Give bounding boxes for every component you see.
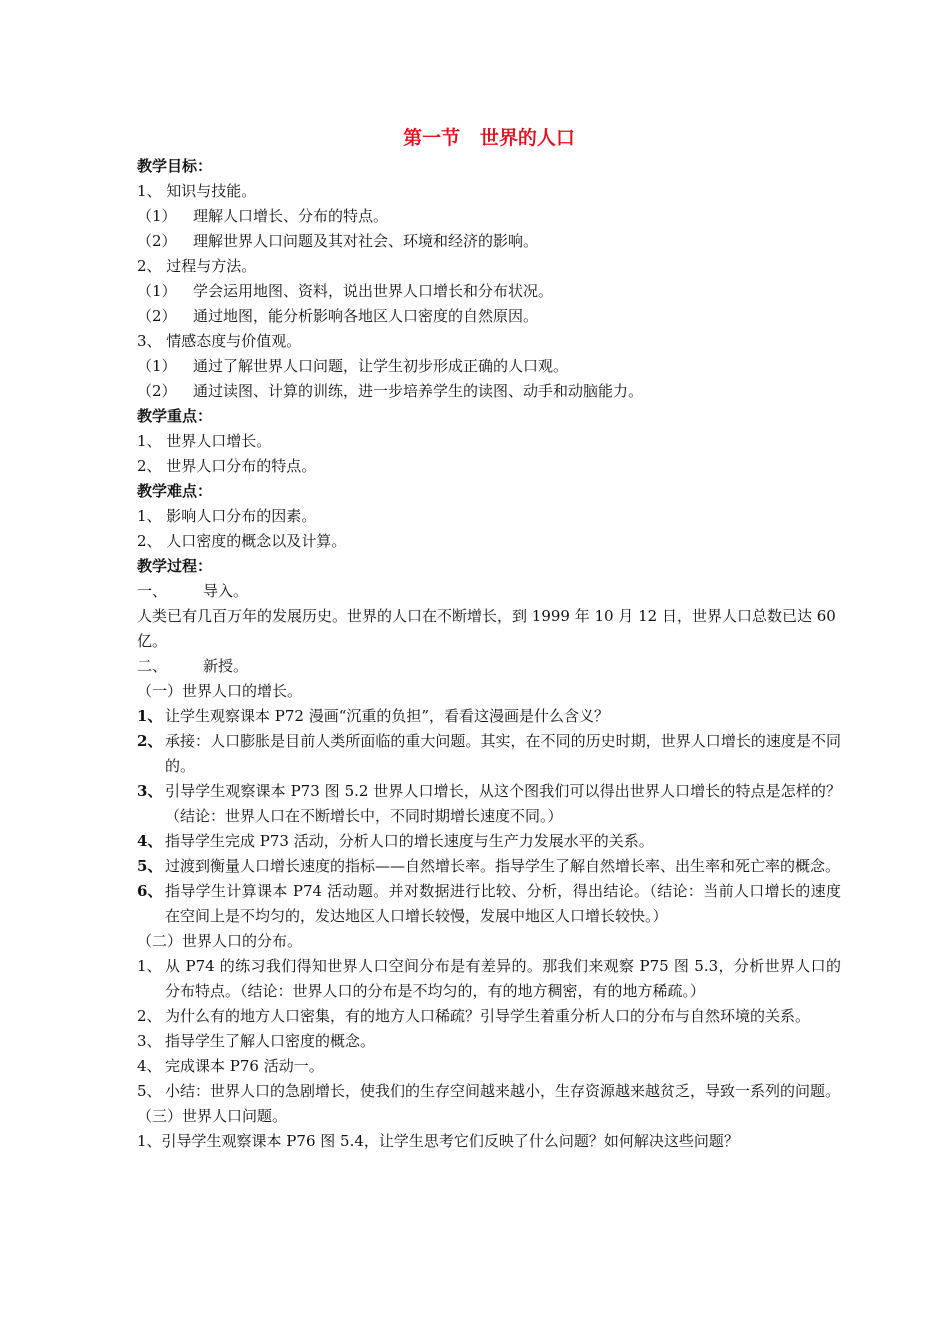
- list-item-number: 5、: [137, 857, 163, 875]
- objective-process-1: [137, 279, 841, 304]
- sub-text: 通过读图、计算的训练，进一步培养学生的读图、动手和动脑能力。: [193, 382, 644, 400]
- sub-text: 通过了解世界人口问题，让学生初步形成正确的人口观。: [193, 357, 569, 375]
- list-item-number: 2、: [137, 732, 163, 750]
- list-item-text: 为什么有的地方人口密集，有的地方人口稀疏？引导学生着重分析人口的分布与自然环境的关系。: [165, 1007, 811, 1025]
- objective-attitude-2: [137, 379, 841, 404]
- list-item: [137, 854, 841, 879]
- list-item-number: 6、: [137, 882, 163, 900]
- sub-number: （2）: [137, 382, 177, 400]
- key-point-1: 1、 世界人口增长。: [137, 432, 272, 450]
- list-item-number: 3、: [137, 782, 163, 800]
- sub-text: 学会运用地图、资料，说出世界人口增长和分布状况。: [193, 282, 554, 300]
- list-item: [137, 1004, 841, 1029]
- list-item-text: 指导学生计算课本 P74 活动题。并对数据进行比较、分析，得出结论。（结论：当前人口增长的速度在空间上是不均匀的，发达地区人口增长较慢，发展中地区人口增长较快。）: [165, 882, 841, 925]
- difficult-points-heading: 教学难点：: [137, 482, 213, 500]
- section-number: 二、: [137, 657, 168, 675]
- list-item-number: 4、: [137, 832, 163, 850]
- list-item: [137, 1054, 841, 1079]
- sub-number: （1）: [137, 282, 177, 300]
- sub-number: （1）: [137, 357, 177, 375]
- list-item: [137, 704, 841, 729]
- part-3-heading: （三）世界人口问题。: [137, 1107, 288, 1125]
- difficult-point-2: 2、 人口密度的概念以及计算。: [137, 532, 347, 550]
- part-2-list: [137, 954, 841, 1104]
- list-item-number: 1、: [137, 957, 162, 975]
- process-heading: 教学过程：: [137, 557, 213, 575]
- document-body: [137, 124, 841, 1154]
- section-intro: [137, 579, 841, 604]
- list-item: [137, 779, 841, 829]
- list-item-text: 完成课本 P76 活动一。: [165, 1057, 324, 1075]
- section-number: 一、: [137, 582, 168, 600]
- part-1-heading: （一）世界人口的增长。: [137, 682, 303, 700]
- objective-attitude: 3、 情感态度与价值观。: [137, 332, 302, 350]
- list-item-text: 小结：世界人口的急剧增长，使我们的生存空间越来越小，生存资源越来越贫乏，导致一系列的问题。: [165, 1082, 841, 1100]
- sub-number: （1）: [137, 207, 177, 225]
- list-item-text: 指导学生了解人口密度的概念。: [165, 1032, 376, 1050]
- list-item: [137, 1079, 841, 1104]
- sub-number: （2）: [137, 307, 177, 325]
- list-item-number: 5、: [137, 1082, 162, 1100]
- objective-process: 2、 过程与方法。: [137, 257, 257, 275]
- list-item-number: 1、: [137, 707, 163, 725]
- list-item-text: 从 P74 的练习我们得知世界人口空间分布是有差异的。那我们来观察 P75 图 5.3，分析世界人口的分布特点。（结论：世界人口的分布是不均匀的，有的地方稠密，有的地方稀疏。）: [165, 957, 841, 1000]
- objective-process-2: [137, 304, 841, 329]
- part-3-item-1: 1、引导学生观察课本 P76 图 5.4，让学生思考它们反映了什么问题？如何解决这些问题？: [137, 1132, 739, 1150]
- key-point-2: 2、 世界人口分布的特点。: [137, 457, 317, 475]
- list-item-number: 4、: [137, 1057, 162, 1075]
- intro-paragraph: 人类已有几百万年的发展历史。世界的人口在不断增长，到 1999 年 10 月 12 日，世界人口总数已达 60 亿。: [137, 607, 836, 650]
- sub-text: 通过地图，能分析影响各地区人口密度的自然原因。: [193, 307, 539, 325]
- objective-knowledge-1: [137, 204, 841, 229]
- list-item-text: 指导学生完成 P73 活动，分析人口的增长速度与生产力发展水平的关系。: [165, 832, 654, 850]
- page-title: 第一节 世界的人口: [403, 127, 575, 149]
- list-item: [137, 954, 841, 1004]
- section-new: [137, 654, 841, 679]
- key-points-heading: 教学重点：: [137, 407, 213, 425]
- difficult-point-1: 1、 影响人口分布的因素。: [137, 507, 317, 525]
- list-item-number: 3、: [137, 1032, 162, 1050]
- list-item-text: 承接：人口膨胀是目前人类所面临的重大问题。其实，在不同的历史时期，世界人口增长的速度是不同的。: [165, 732, 841, 775]
- objectives-heading: 教学目标：: [137, 157, 213, 175]
- list-item-number: 2、: [137, 1007, 162, 1025]
- section-title: 新授。: [203, 657, 249, 675]
- part-1-list: [137, 704, 841, 929]
- objective-knowledge: 1、 知识与技能。: [137, 182, 257, 200]
- list-item-text: 过渡到衡量人口增长速度的指标——自然增长率。指导学生了解自然增长率、出生率和死亡率的概念。: [165, 857, 841, 875]
- list-item: [137, 729, 841, 779]
- list-item: [137, 1029, 841, 1054]
- sub-text: 理解人口增长、分布的特点。: [193, 207, 389, 225]
- list-item-text: 让学生观察课本 P72 漫画“沉重的负担”，看看这漫画是什么含义？: [165, 707, 610, 725]
- list-item: [137, 879, 841, 929]
- objective-attitude-1: [137, 354, 841, 379]
- part-2-heading: （二）世界人口的分布。: [137, 932, 303, 950]
- list-item: [137, 829, 841, 854]
- sub-number: （2）: [137, 232, 177, 250]
- objective-knowledge-2: [137, 229, 841, 254]
- list-item-text: 引导学生观察课本 P73 图 5.2 世界人口增长，从这个图我们可以得出世界人口增长的特点是怎样的？（结论：世界人口在不断增长中，不同时期增长速度不同。）: [165, 782, 841, 825]
- section-title: 导入。: [203, 582, 249, 600]
- sub-text: 理解世界人口问题及其对社会、环境和经济的影响。: [193, 232, 539, 250]
